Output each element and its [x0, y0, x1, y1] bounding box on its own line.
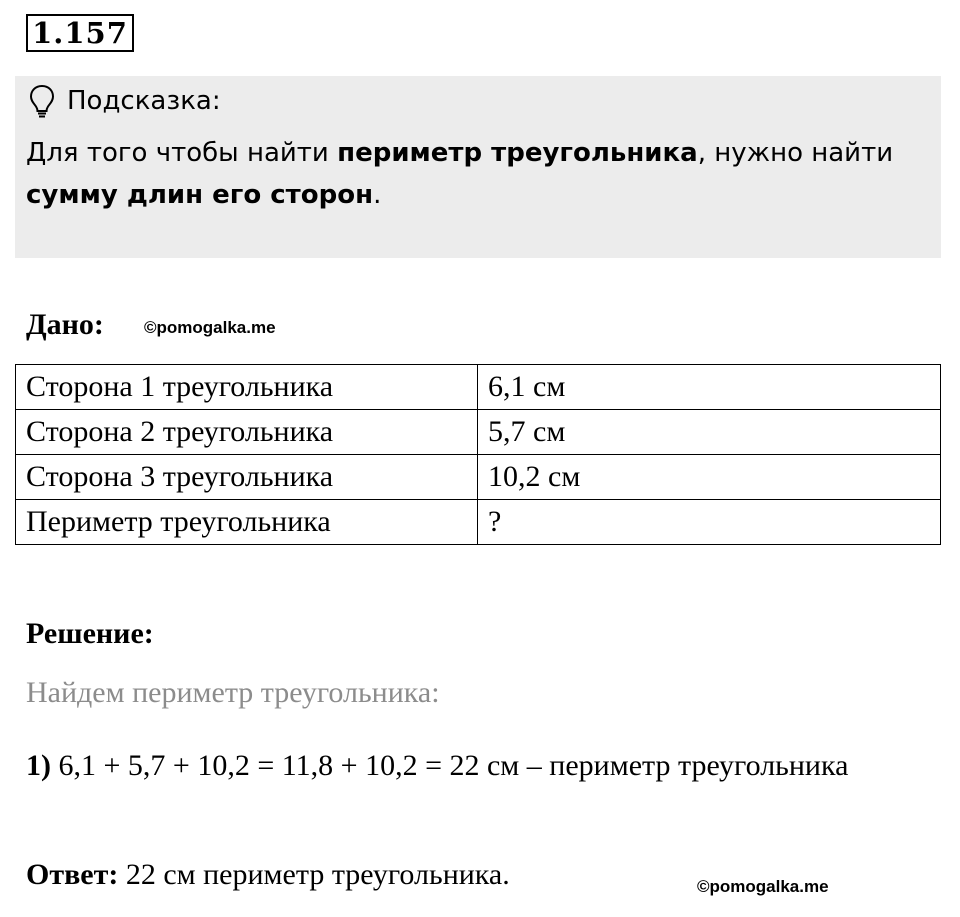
footer-watermark: ©pomogalka.me [697, 877, 829, 896]
given-table [15, 364, 941, 545]
solution-label: Решение: [26, 617, 154, 650]
lightbulb-icon [29, 84, 55, 118]
answer [26, 858, 510, 892]
table-cell-name: Сторона 1 треугольника [16, 365, 478, 410]
hint-text-part: , нужно найти [697, 138, 894, 168]
step-number: 1) [26, 749, 51, 782]
problem-number: 1.157 [26, 14, 134, 52]
hint-title: Подсказка: [67, 86, 221, 116]
table-cell-name: Сторона 2 треугольника [16, 410, 478, 455]
table-cell-value: ? [478, 500, 941, 545]
hint-text-part: . [373, 180, 382, 210]
table-cell-value: 6,1 см [478, 365, 941, 410]
table-row [16, 500, 941, 545]
hint-text-bold: периметр треугольника [337, 138, 698, 168]
hint-text [26, 132, 926, 216]
hint-title-row [29, 84, 221, 118]
table-row [16, 410, 941, 455]
answer-text: 22 см периметр треугольника. [118, 858, 510, 891]
answer-label: Ответ: [26, 858, 119, 891]
given-label: Дано: [26, 308, 104, 341]
watermark: ©pomogalka.me [144, 318, 276, 337]
table-row [16, 365, 941, 410]
hint-box [15, 76, 941, 258]
step-text: 6,1 + 5,7 + 10,2 = 11,8 + 10,2 = 22 см – периметр треугольника [51, 749, 849, 782]
table-cell-value: 10,2 см [478, 455, 941, 500]
hint-text-bold: сумму длин его сторон [26, 180, 374, 210]
hint-text-part: Для того чтобы найти [26, 138, 338, 168]
solution-intro: Найдем периметр треугольника: [26, 676, 440, 709]
table-cell-value: 5,7 см [478, 410, 941, 455]
table-row [16, 455, 941, 500]
solution-step-1 [26, 736, 926, 796]
table-cell-name: Периметр треугольника [16, 500, 478, 545]
table-cell-name: Сторона 3 треугольника [16, 455, 478, 500]
